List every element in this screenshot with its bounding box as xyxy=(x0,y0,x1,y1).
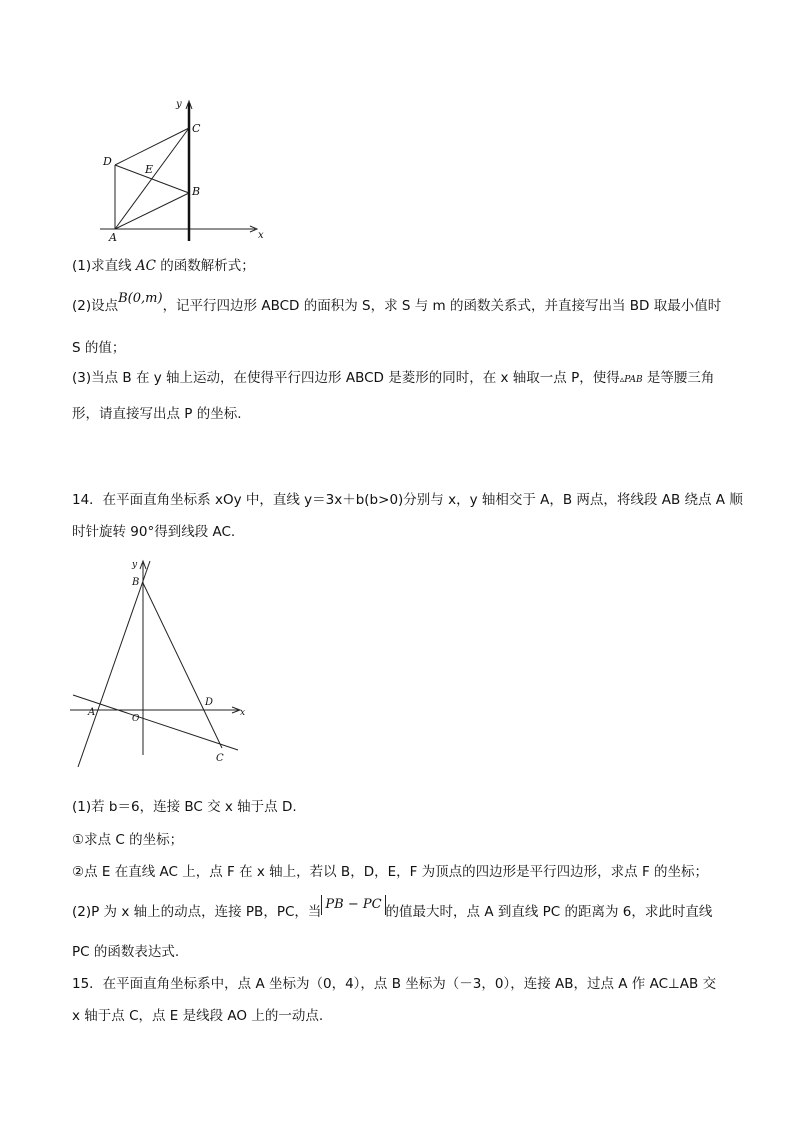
figure-parallelogram-abcd xyxy=(100,95,270,245)
triangle-PAB: ▵PAB xyxy=(619,375,643,385)
q14-part1b: ②点 E 在直线 AC 上，点 F 在 x 轴上，若以 B，D，E，F 为顶点的四边形是平行四边形，求点 F 的坐标； xyxy=(72,864,709,880)
math-abs-PB-PC: PB − PC xyxy=(321,895,385,915)
fig2-label-A: A xyxy=(88,707,96,718)
fig2-label-B: B xyxy=(132,577,140,588)
fig1-label-D: D xyxy=(103,155,112,168)
fig2-label-x: x xyxy=(240,708,246,718)
fig1-label-x: x xyxy=(258,230,264,241)
q14-part1a: ①求点 C 的坐标； xyxy=(72,832,184,848)
q13-part1: (1)求直线 AC 的函数解析式； xyxy=(72,258,255,274)
q15-stem-line2: x 轴于点 C，点 E 是线段 AO 上的一动点. xyxy=(72,1008,324,1024)
fig1-label-y: y xyxy=(176,99,182,110)
fig1-label-C: C xyxy=(192,122,201,135)
q13-part2: (2)设点B(0,m)，记平行四边形 ABCD 的面积为 S，求 S 与 m 的函数关系式，并直接写出当 BD 取最小值时 xyxy=(72,291,722,314)
q14-stem-line2: 时针旋转 90°得到线段 AC. xyxy=(72,524,236,540)
q14-stem-line1: 14．在平面直角坐标系 xOy 中，直线 y＝3x＋b(b>0)分别与 x，y 轴相交于 A，B 两点，将线段 AB 绕点 A 顺 xyxy=(72,492,743,508)
q14-part1: (1)若 b＝6，连接 BC 交 x 轴于点 D. xyxy=(72,799,297,815)
fig1-label-E: E xyxy=(145,163,154,176)
q13-part3-line2: 形，请直接写出点 P 的坐标. xyxy=(72,406,242,422)
q13-part3: (3)当点 B 在 y 轴上运动，在使得平行四边形 ABCD 是菱形的同时，在 x 轴取一点 P，使得▵PAB 是等腰三角 xyxy=(72,370,715,386)
fig2-label-C: C xyxy=(216,753,224,764)
figure-rotated-segment xyxy=(70,555,250,765)
fig2-label-D: D xyxy=(205,697,214,708)
q14-part2: (2)P 为 x 轴上的动点，连接 PB，PC，当 PB − PC 的值最大时，点 A 到直线 PC 的距离为 6，求此时直线 xyxy=(72,897,713,920)
fig2-label-O: O xyxy=(132,714,140,724)
math-B-0-m: B(0,m) xyxy=(118,291,163,306)
fig1-label-B: B xyxy=(192,185,201,198)
fig2-label-y: y xyxy=(132,560,138,570)
fig1-label-A: A xyxy=(109,231,117,244)
q14-part2-end: PC 的函数表达式. xyxy=(72,944,180,960)
q13-part2-end: S 的值； xyxy=(72,340,126,356)
q15-stem-line1: 15．在平面直角坐标系中，点 A 坐标为（0，4），点 B 坐标为（－3，0），连接 AB，过点 A 作 AC⊥AB 交 xyxy=(72,976,717,992)
